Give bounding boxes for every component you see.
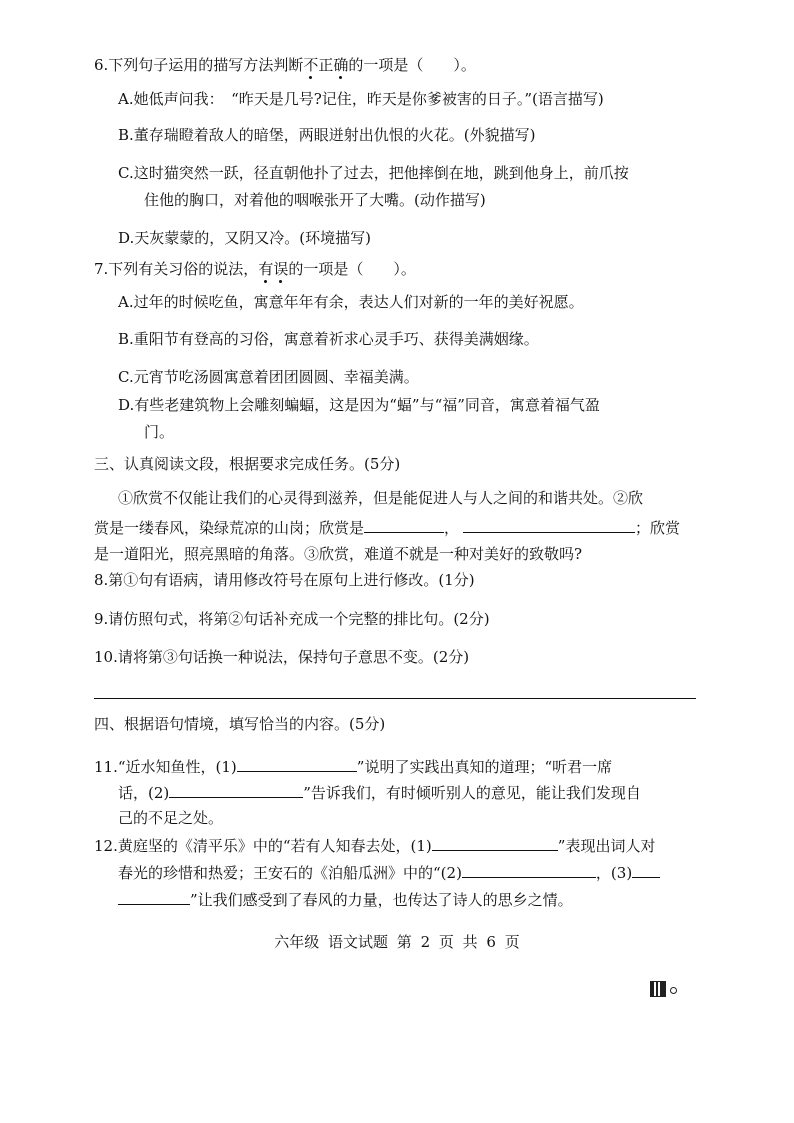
answer-blank[interactable] <box>169 781 303 798</box>
section4-heading: 四、根据语句情境，填写恰当的内容。(5分) <box>94 715 386 733</box>
q7-option-a: A.过年的时候吃鱼，寓意年年有余，表达人们对新的一年的美好祝愿。 <box>118 293 584 311</box>
q6-option-b: B.董存瑞瞪着敌人的暗堡，两眼迸射出仇恨的火花。(外貌描写) <box>118 126 536 144</box>
answer-blank[interactable] <box>364 516 444 533</box>
answer-blank[interactable] <box>237 755 357 772</box>
emphasis-dot-char: 不 <box>303 56 319 74</box>
q7-stem: 7.下列有关习俗的说法，有误的一项是（ ）。 <box>94 260 416 278</box>
qr-code-icon <box>650 981 666 997</box>
answer-blank[interactable] <box>462 861 596 878</box>
q6-option-c-line2: 住他的胸口，对着他的咽喉张开了大嘴。(动作描写) <box>144 191 486 209</box>
small-logo-icon <box>670 987 677 994</box>
q9-text: 9.请仿照句式，将第②句话补充成一个完整的排比句。(2分) <box>94 610 490 628</box>
answer-blank[interactable] <box>432 834 558 851</box>
q11-line2: 话，(2) ”告诉我们，有时倾听别人的意见，能让我们发现自 <box>118 781 641 803</box>
q7-option-d-line1: D.有些老建筑物上会雕刻蝙蝠，这是因为“蝠”与“福”同音，寓意着福气盈 <box>118 396 600 414</box>
answer-blank[interactable] <box>463 516 635 533</box>
q6-option-a: A.她低声问我： “昨天是几号?记住，昨天是你爹被害的日子。”(语言描写) <box>118 90 604 108</box>
q11-line1: 11.“近水知鱼性，(1) ”说明了实践出真知的道理；“听君一席 <box>94 755 612 777</box>
section3-passage-line1: ①欣赏不仅能让我们的心灵得到滋养，但是能促进人与人之间的和谐共处。②欣 <box>118 489 644 507</box>
q11-line3: 己的不足之处。 <box>118 809 224 827</box>
q12-line2: 春光的珍惜和热爱；王安石的《泊船瓜洲》中的“(2) ，(3) <box>118 861 660 883</box>
answer-blank[interactable] <box>118 888 190 905</box>
section3-heading: 三、认真阅读文段，根据要求完成任务。(5分) <box>94 455 401 473</box>
q6-stem: 6.下列句子运用的描写方法判断不正确的一项是（ ）。 <box>94 56 476 74</box>
q10-answer-line[interactable] <box>94 698 696 699</box>
q7-option-c: C.元宵节吃汤圆寓意着团团圆圆、幸福美满。 <box>118 368 419 386</box>
q7-option-d-line2: 门。 <box>144 423 175 441</box>
emphasis-dot-char: 误 <box>273 260 289 278</box>
page-footer: 六年级 语文试题 第 2 页 共 6 页 <box>274 933 520 951</box>
answer-blank[interactable] <box>632 861 660 878</box>
emphasis-dot-char: 确 <box>333 56 349 74</box>
q10-text: 10.请将第③句话换一种说法，保持句子意思不变。(2分) <box>94 648 470 666</box>
q12-line3: ”让我们感受到了春风的力量，也传达了诗人的思乡之情。 <box>118 888 573 910</box>
q6-option-c-line1: C.这时猫突然一跃，径直朝他扑了过去，把他摔倒在地，跳到他身上，前爪按 <box>118 164 629 182</box>
section3-passage-line2: 赏是一缕春风，染绿荒凉的山岗；欣赏是 ， ；欣赏 <box>94 516 680 538</box>
emphasis-dot-char: 有 <box>258 260 274 278</box>
q12-line1: 12.黄庭坚的《清平乐》中的“若有人知春去处，(1) ”表现出词人对 <box>94 834 655 856</box>
q6-option-d: D.天灰蒙蒙的，又阴又冷。(环境描写) <box>118 229 371 247</box>
section3-passage-line3: 是一道阳光，照亮黑暗的角落。③欣赏，难道不就是一种对美好的致敬吗? <box>94 545 583 563</box>
q8-text: 8.第①句有语病，请用修改符号在原句上进行修改。(1分) <box>94 571 475 589</box>
q7-option-b: B.重阳节有登高的习俗，寓意着祈求心灵手巧、获得美满姻缘。 <box>118 330 539 348</box>
